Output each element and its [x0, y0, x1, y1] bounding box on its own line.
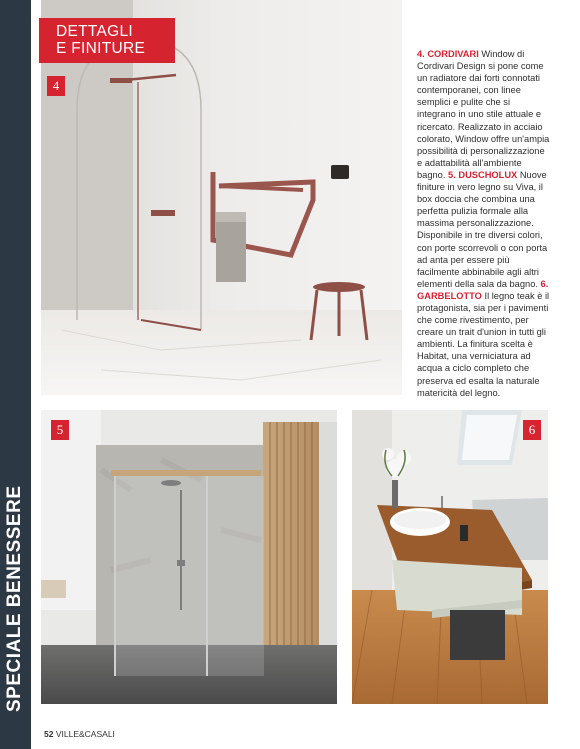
text-garbelotto: Il legno teak è il protagonista, sia per i pavimenti che come rivestimento, per creare un trait d'union in tutti gli ambienti. La finitura scelta è Habitat, una verniciatura ad acqua a ciclo completo che preserva ed esalta la naturale matericità del legno. [417, 290, 550, 398]
text-cordivari: Window di Cordivari Design si pone come un radiatore dai forti connotati contemporanei, con linee semplici e pulite che si integrano in uno stile attuale e ricercato. Realizzato in acciaio colorato, Window offre un'ampia possibilità di personalizzazione e adattabilità all'ambiente bagno. [417, 49, 550, 180]
section-tag-line1: DETTAGLI [56, 23, 134, 40]
page-number: 52 [44, 729, 54, 739]
photo-number-5: 5 [51, 420, 69, 440]
article-text [417, 48, 551, 399]
brand-garbelotto: 6. GARBELOTTO [417, 278, 549, 301]
brand-duscholux: 5. DUSCHOLUX [448, 169, 518, 180]
photo-duscholux-shower [41, 410, 337, 704]
section-tag-line2: E FINITURE [56, 40, 146, 57]
brand-cordivari: 4. CORDIVARI [417, 49, 479, 59]
sidebar-label: SPECIALE BENESSERE [4, 485, 25, 712]
photo-number-4: 4 [47, 76, 65, 96]
sidebar-band [0, 0, 31, 749]
page-footer [44, 729, 115, 739]
text-duscholux: Nuove finiture in vero legno su Viva, il box doccia che combina una perfetta pulizia formale alla massima personalizzazione. Disponibile in tre diversi colori, con porte scorrevoli o con porta ad anta per essere più facilmente abbinabile agli altri elementi della sala da bagno. [417, 169, 548, 289]
magazine-name: VILLE&CASALI [55, 729, 115, 739]
photo-number-6: 6 [523, 420, 541, 440]
section-tag [39, 18, 175, 63]
photo-garbelotto-vanity [352, 410, 548, 704]
